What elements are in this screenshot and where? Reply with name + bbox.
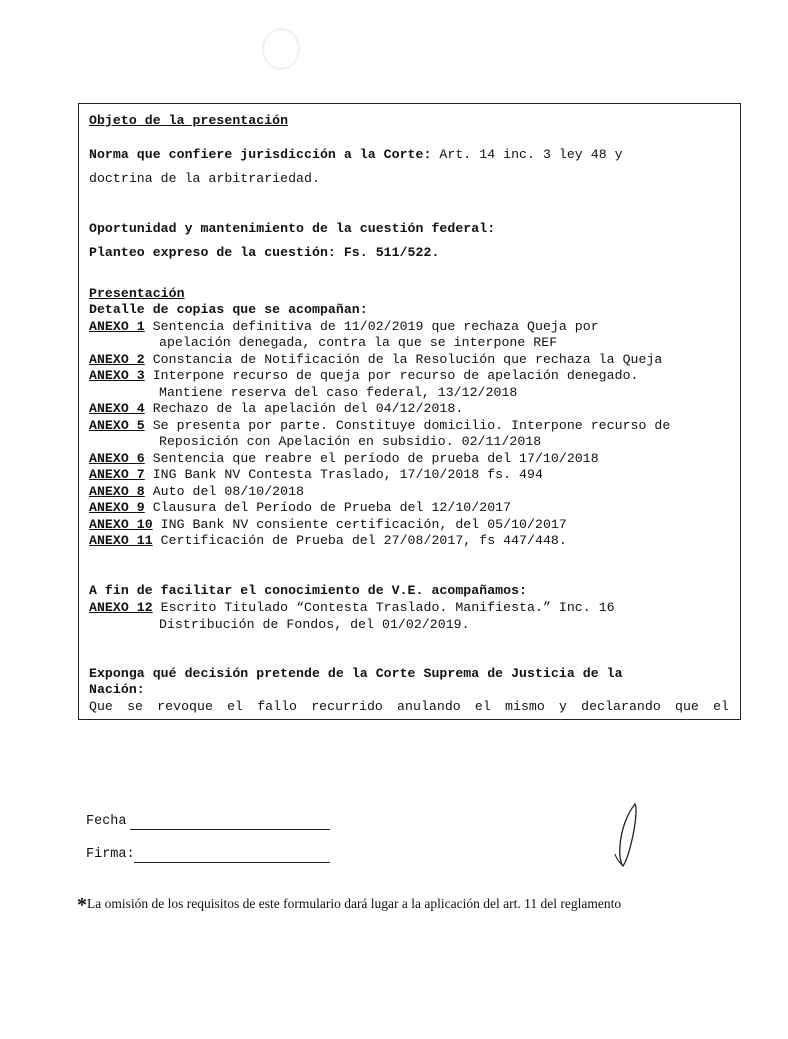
annex-3-text-cont: Mantiene reserva del caso federal, 13/12/2018	[159, 385, 518, 400]
annex-5	[89, 418, 670, 434]
annex-9-text: Clausura del Período de Prueba del 12/10/2017	[144, 500, 512, 515]
annex-6	[89, 451, 599, 467]
decision-heading: Exponga qué decisión pretende de la Corte Suprema de Justicia de la	[89, 666, 623, 681]
annex-9-label: ANEXO 9	[89, 500, 145, 515]
norma-value-continued: doctrina de la arbitrariedad.	[89, 171, 320, 186]
annex-6-text: Sentencia que reabre el período de prueba del 17/10/2018	[144, 451, 599, 466]
annex-10-label: ANEXO 10	[89, 517, 153, 532]
annex-8-text: Auto del 08/10/2018	[144, 484, 305, 499]
decision-heading-cont: Nación:	[89, 682, 145, 697]
norma-line	[89, 147, 623, 163]
annex-3	[89, 368, 639, 384]
oportunidad-heading: Oportunidad y mantenimiento de la cuestión federal:	[89, 221, 496, 236]
annex-1-text: Sentencia definitiva de 11/02/2019 que rechaza Queja por	[144, 319, 599, 334]
annex-10	[89, 517, 567, 533]
footnote-asterisk: *	[77, 894, 87, 916]
annex-7-label: ANEXO 7	[89, 467, 145, 482]
annex-8	[89, 484, 304, 500]
annex-10-text: ING Bank NV consiente certificación, del 05/10/2017	[152, 517, 567, 532]
annex-4-text: Rechazo de la apelación del 04/12/2018.	[144, 401, 464, 416]
annex-2-label: ANEXO 2	[89, 352, 145, 367]
annex-12-text: Escrito Titulado “Contesta Traslado. Manifiesta.” Inc. 16	[152, 600, 615, 615]
annex-8-label: ANEXO 8	[89, 484, 145, 499]
watermark-seal	[262, 28, 300, 70]
decision-text: Que se revoque el fallo recurrido anulando el mismo y declarando que el	[89, 699, 729, 714]
planteo-line: Planteo expreso de la cuestión: Fs. 511/522.	[89, 245, 440, 260]
annex-5-text-cont: Reposición con Apelación en subsidio. 02/11/2018	[159, 434, 542, 449]
norma-value: Art. 14 inc. 3 ley 48 y	[431, 147, 623, 162]
norma-label: Norma que confiere jurisdicción a la Corte:	[89, 147, 432, 162]
annex-1	[89, 319, 599, 335]
copias-subheading: Detalle de copias que se acompañan:	[89, 302, 368, 317]
annex-7-text: ING Bank NV Contesta Traslado, 17/10/2018 fs. 494	[144, 467, 543, 482]
annex-4	[89, 401, 463, 417]
annex-5-label: ANEXO 5	[89, 418, 145, 433]
annex-1-text-cont: apelación denegada, contra la que se interpone REF	[159, 335, 558, 350]
footnote-text: La omisión de los requisitos de este formulario dará lugar a la aplicación del art. 11 del reglamento	[87, 896, 622, 911]
firma-label: Firma:	[86, 847, 135, 862]
presentacion-heading: Presentación	[89, 286, 185, 301]
objeto-heading: Objeto de la presentación	[89, 113, 289, 128]
annex-12-label: ANEXO 12	[89, 600, 153, 615]
annex-11-text: Certificación de Prueba del 27/08/2017, fs 447/448.	[152, 533, 567, 548]
footnote	[77, 893, 637, 916]
annex-4-label: ANEXO 4	[89, 401, 145, 416]
annex-2-text: Constancia de Notificación de la Resolución que rechaza la Queja	[144, 352, 663, 367]
annex-5-text: Se presenta por parte. Constituye domicilio. Interpone recurso de	[144, 418, 671, 433]
annex-7	[89, 467, 543, 483]
fecha-line[interactable]	[130, 829, 330, 830]
handwritten-signature	[607, 800, 647, 870]
annex-11-label: ANEXO 11	[89, 533, 153, 548]
firma-line[interactable]	[134, 862, 330, 863]
annex-11	[89, 533, 567, 549]
facilitar-heading: A fin de facilitar el conocimiento de V.E. acompañamos:	[89, 583, 528, 598]
annex-3-label: ANEXO 3	[89, 368, 145, 383]
annex-2	[89, 352, 662, 368]
annex-1-label: ANEXO 1	[89, 319, 145, 334]
annex-3-text: Interpone recurso de queja por recurso de apelación denegado.	[144, 368, 639, 383]
annex-12-text-cont: Distribución de Fondos, del 01/02/2019.	[159, 617, 470, 632]
annex-12	[89, 600, 615, 616]
fecha-label: Fecha	[86, 814, 127, 829]
annex-9	[89, 500, 511, 516]
annex-6-label: ANEXO 6	[89, 451, 145, 466]
form-frame	[78, 103, 741, 720]
